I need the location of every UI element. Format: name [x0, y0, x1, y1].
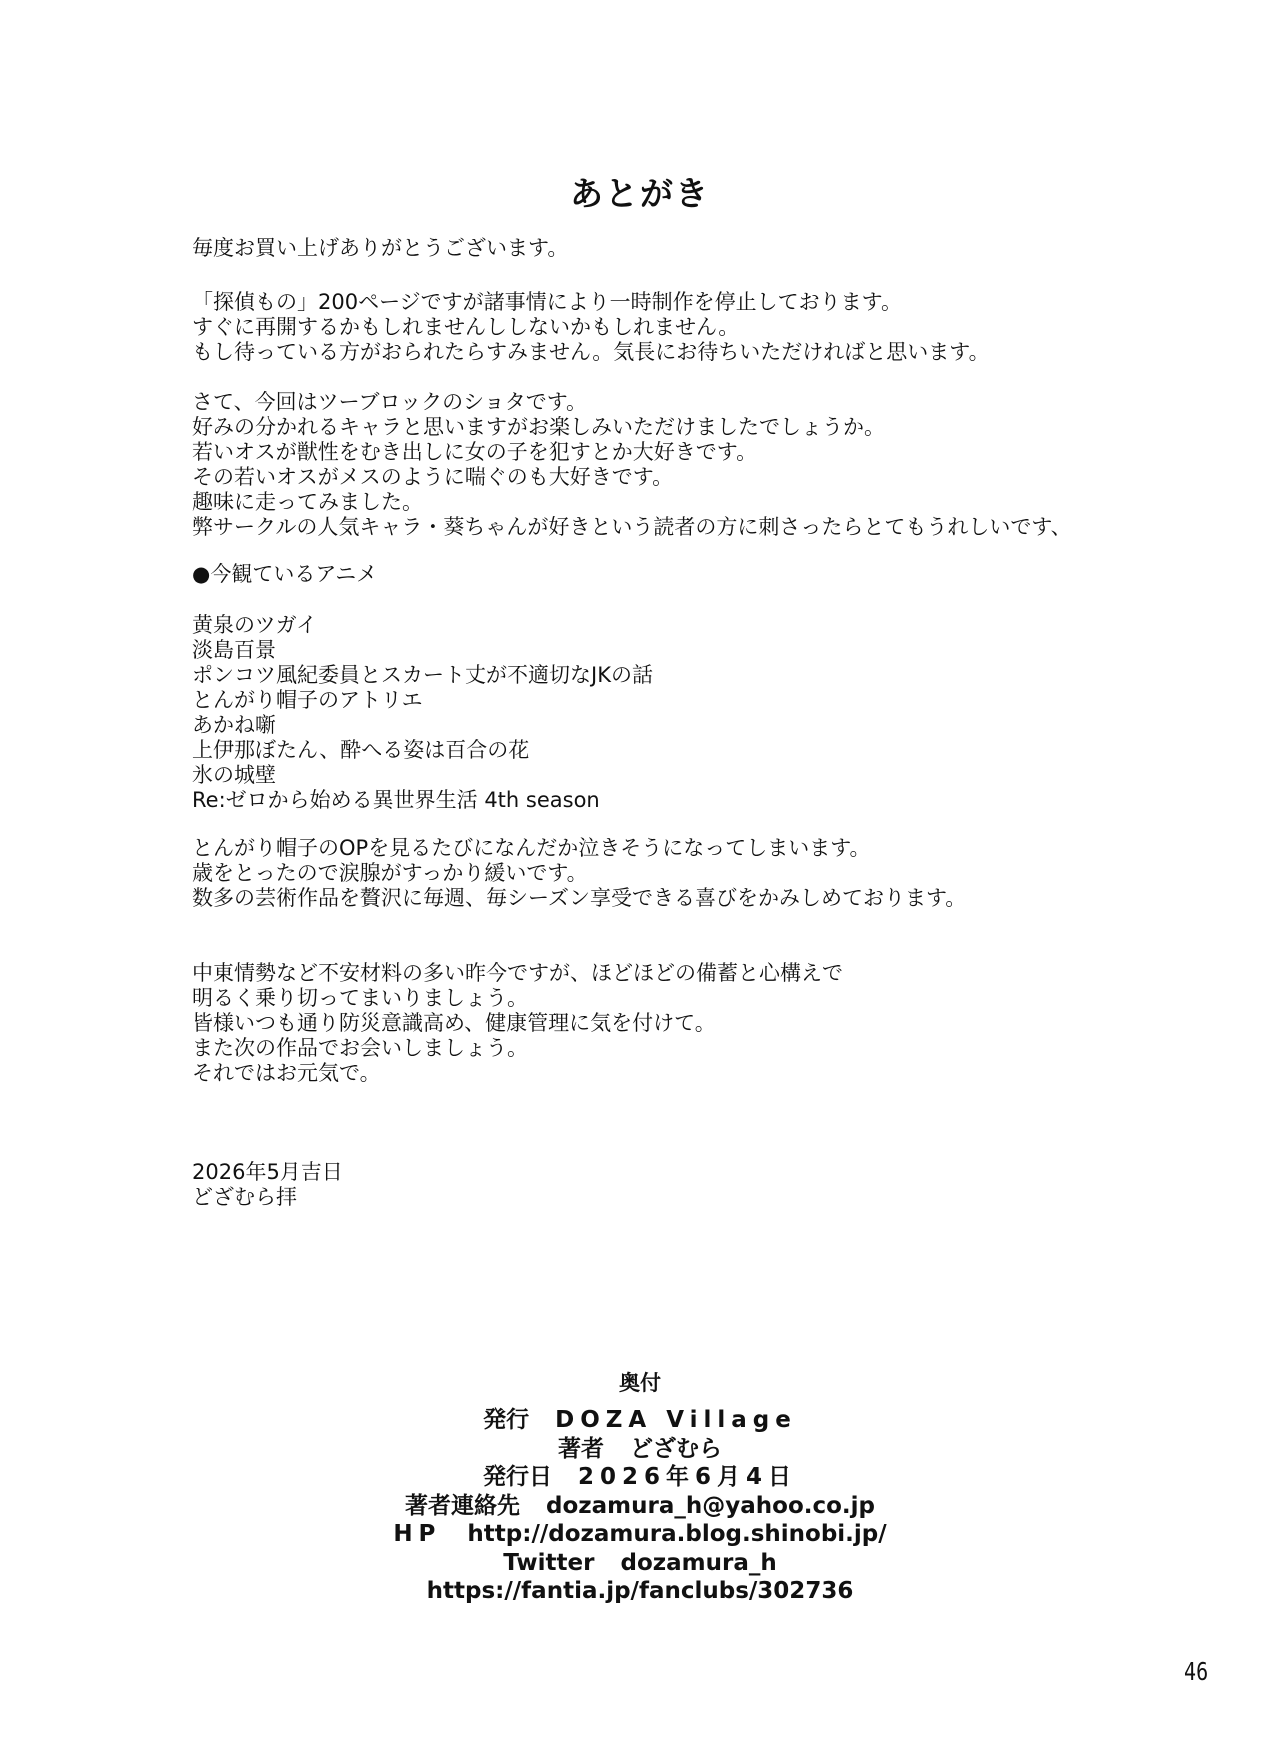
anime-comment-line: 歳をとったので涙腺がすっかり緩いです。: [192, 861, 588, 885]
colophon-author-row: [0, 1435, 1280, 1464]
greeting-line: 毎度お買い上げありがとうございます。: [192, 236, 569, 260]
about-line: さて、今回はツーブロックのショタです。: [192, 390, 588, 414]
greeting-paragraph: [192, 236, 1212, 261]
hp-url: http://dozamura.blog.shinobi.jp/: [467, 1521, 887, 1547]
closing-line: また次の作品でお会いしましょう。: [192, 1036, 528, 1060]
about-line: 趣味に走ってみました。: [192, 490, 423, 514]
date-label: 発行日: [482, 1464, 552, 1490]
anime-comment-line: 数多の芸術作品を贅沢に毎週、毎シーズン享受できる喜びをかみしめております。: [192, 886, 967, 910]
anime-heading: ●今観ているアニメ: [192, 562, 378, 586]
signature: [192, 1160, 1212, 1210]
anime-heading-paragraph: [192, 562, 1212, 587]
colophon-twitter-row: [0, 1549, 1280, 1578]
closing-line: 皆様いつも通り防災意識高め、健康管理に気を付けて。: [192, 1011, 716, 1035]
notice-line: もし待っている方がおられたらすみません。気長にお待ちいただければと思います。: [192, 340, 990, 364]
notice-line: 「探偵もの」200ページですが諸事情により一時制作を停止しております。: [192, 290, 902, 314]
twitter-handle: dozamura_h: [620, 1549, 777, 1576]
colophon-date-row: [0, 1463, 1280, 1492]
about-paragraph: [192, 390, 1212, 540]
page-number: 46: [1183, 1657, 1208, 1686]
anime-comment-paragraph: [192, 836, 1212, 911]
anime-list: [192, 613, 1212, 813]
anime-list-item: 淡島百景: [192, 638, 276, 662]
closing-line: 明るく乗り切ってまいりましょう。: [192, 986, 528, 1010]
colophon-fantia-row: [0, 1577, 1280, 1606]
author-value: どざむら: [630, 1435, 722, 1462]
about-line: 好みの分かれるキャラと思いますがお楽しみいただけましたでしょうか。: [192, 415, 885, 439]
anime-comment-line: とんがり帽子のOPを見るたびになんだか泣きそうになってしまいます。: [192, 836, 871, 860]
colophon-publisher-row: [0, 1406, 1280, 1435]
date-value: 2026年6月4日: [577, 1464, 798, 1490]
signature-date: 2026年5月吉日: [192, 1160, 343, 1184]
fantia-url: https://fantia.jp/fanclubs/302736: [426, 1578, 854, 1604]
closing-line: 中東情勢など不安材料の多い昨今ですが、ほどほどの備蓄と心構えで: [192, 961, 843, 985]
contact-email: dozamura_h@yahoo.co.jp: [546, 1492, 875, 1519]
colophon: [0, 1369, 1280, 1606]
author-label: 著者: [558, 1435, 604, 1462]
signature-author: どざむら拝: [192, 1185, 297, 1209]
colophon-hp-row: [0, 1520, 1280, 1549]
anime-list-item: Re:ゼロから始める異世界生活 4th season: [192, 788, 600, 812]
publisher-label: 発行: [483, 1407, 530, 1433]
colophon-heading: 奥付: [619, 1371, 661, 1395]
closing-paragraph: [192, 961, 1212, 1086]
closing-line: それではお元気で。: [192, 1061, 381, 1085]
anime-list-item: 黄泉のツガイ: [192, 613, 317, 637]
about-line: 若いオスが獣性をむき出しに女の子を犯すとか大好きです。: [192, 440, 758, 464]
notice-line: すぐに再開するかもしれませんししないかもしれません。: [192, 315, 740, 339]
hp-label: HP: [393, 1521, 442, 1547]
anime-list-item: あかね噺: [192, 713, 276, 737]
notice-paragraph: [192, 290, 1212, 365]
about-line: 弊サークルの人気キャラ・葵ちゃんが好きという読者の方に刺さったらとてもうれしいです、: [192, 515, 1072, 539]
anime-list-item: 上伊那ぼたん、酔へる姿は百合の花: [192, 738, 530, 762]
about-line: その若いオスがメスのように喘ぐのも大好きです。: [192, 465, 674, 489]
anime-list-item: ポンコツ風紀委員とスカート丈が不適切なJKの話: [192, 663, 653, 687]
colophon-contact-row: [0, 1492, 1280, 1521]
anime-list-item: とんがり帽子のアトリエ: [192, 688, 423, 712]
twitter-label: Twitter: [503, 1549, 595, 1576]
page-title: あとがき: [570, 174, 710, 213]
publisher-value: DOZA Village: [555, 1407, 797, 1433]
anime-list-item: 氷の城壁: [192, 763, 276, 787]
contact-label: 著者連絡先: [405, 1492, 520, 1519]
